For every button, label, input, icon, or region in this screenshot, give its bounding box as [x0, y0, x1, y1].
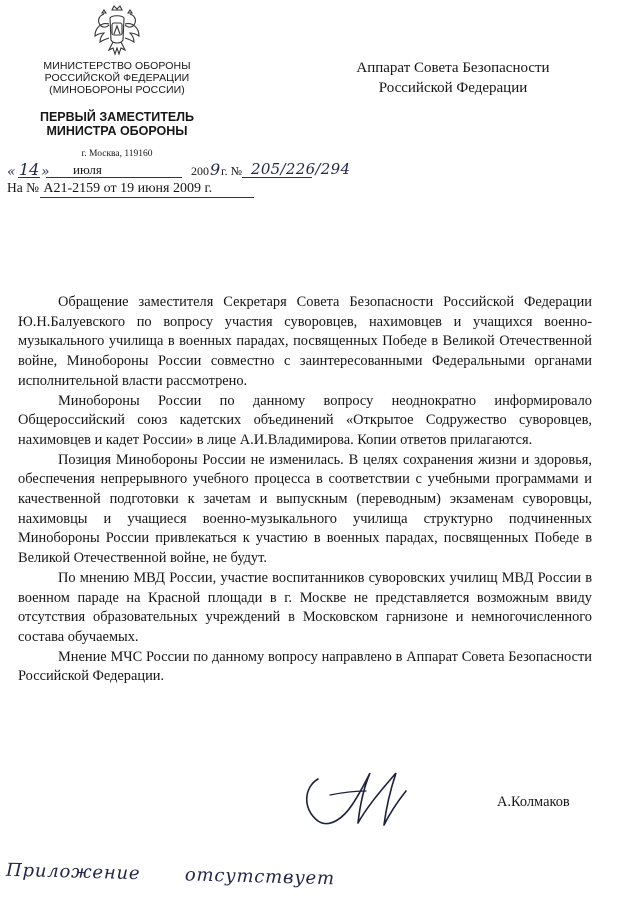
- registration-number-label: г. №: [221, 164, 243, 178]
- sender-city-address: г. Москва, 119160: [81, 149, 153, 159]
- number-underline: [242, 177, 312, 178]
- quote-close: »: [41, 164, 50, 180]
- registration-number: 205/226/294: [251, 160, 351, 178]
- ministry-line: РОССИЙСКОЙ ФЕДЕРАЦИИ: [44, 72, 190, 84]
- quote-open: «: [7, 164, 16, 180]
- handwritten-signature-icon: [300, 765, 450, 833]
- day-underline: [18, 177, 40, 178]
- body-paragraph: Позиция Минобороны России не изменилась. В целях сохранения жизни и здоровья, обеспечения непрерывного учебного процесса в соответствии с учебными программами и качественной подготовки к зачетам и выпускным (переводным) экзаменам суворовцы, нахимовцы и учащиеся военно-музыкального училища структурно подчиненных Минобороны России привлекаться к участию в военных парадах, посвященных Победе в Великой Отечественной войне, не будут.: [18, 451, 592, 567]
- registration-year-prefix: 200: [191, 164, 209, 178]
- reference-value: А21-2159 от 19 июня 2009 г.: [43, 181, 213, 196]
- letter-body: [18, 293, 592, 687]
- registration-day: 14: [19, 160, 40, 179]
- position-line: ПЕРВЫЙ ЗАМЕСТИТЕЛЬ: [39, 110, 195, 124]
- body-paragraph: Обращение заместителя Секретаря Совета Безопасности Российской Федерации Ю.Н.Балуевского по вопросу участия суворовцев, нахимовцев и учащихся военно-музыкального училища в военных парадах, посвященных Победе в Великой Отечественной войне, Минобороны России совместно с заинтересованными Федеральными органами исполнительной власти рассмотрено.: [18, 294, 592, 389]
- signer-name: А.Колмаков: [497, 794, 570, 810]
- reference-label: На №: [7, 180, 39, 195]
- reference-underline: [40, 197, 254, 198]
- handwritten-note-word: Приложение: [5, 859, 141, 885]
- ministry-name: [8, 60, 226, 96]
- body-paragraph: Минобороны России по данному вопросу неоднократно информировало Общероссийский союз кадетских объединений «Открытое Содружество суворовцев, нахимовцев и кадет России» в лице А.И.Владимирова. Копии ответов прилагаются.: [18, 392, 592, 448]
- ministry-line: (МИНОБОРОНЫ РОССИИ): [49, 84, 185, 96]
- addressee: [318, 58, 588, 98]
- handwritten-note-word: отсутствует: [184, 864, 336, 890]
- ministry-line: МИНИСТЕРСТВО ОБОРОНЫ: [43, 60, 191, 72]
- reference-line: [7, 180, 212, 197]
- handwritten-note: [6, 860, 335, 890]
- addressee-line: Российской Федерации: [378, 80, 528, 96]
- position-line: МИНИСТРА ОБОРОНЫ: [46, 124, 188, 138]
- double-headed-eagle-icon: [93, 4, 141, 58]
- registration-year-digit: 9: [210, 160, 221, 179]
- body-paragraph: По мнению МВД России, участие воспитанников суворовских училищ МВД России в военном параде на Красной площади в г. Москве не представляется возможным ввиду отсутствия образовательных учреждений в Московском гарнизоне и немногочисленного состава обучаемых.: [18, 569, 592, 645]
- sender-position: [8, 110, 226, 138]
- month-underline: [46, 177, 182, 178]
- registration-month: июля: [73, 162, 102, 177]
- body-paragraph: Мнение МЧС России по данному вопросу направлено в Аппарат Совета Безопасности Российской Федерации.: [18, 648, 592, 685]
- addressee-line: Аппарат Совета Безопасности: [356, 60, 550, 76]
